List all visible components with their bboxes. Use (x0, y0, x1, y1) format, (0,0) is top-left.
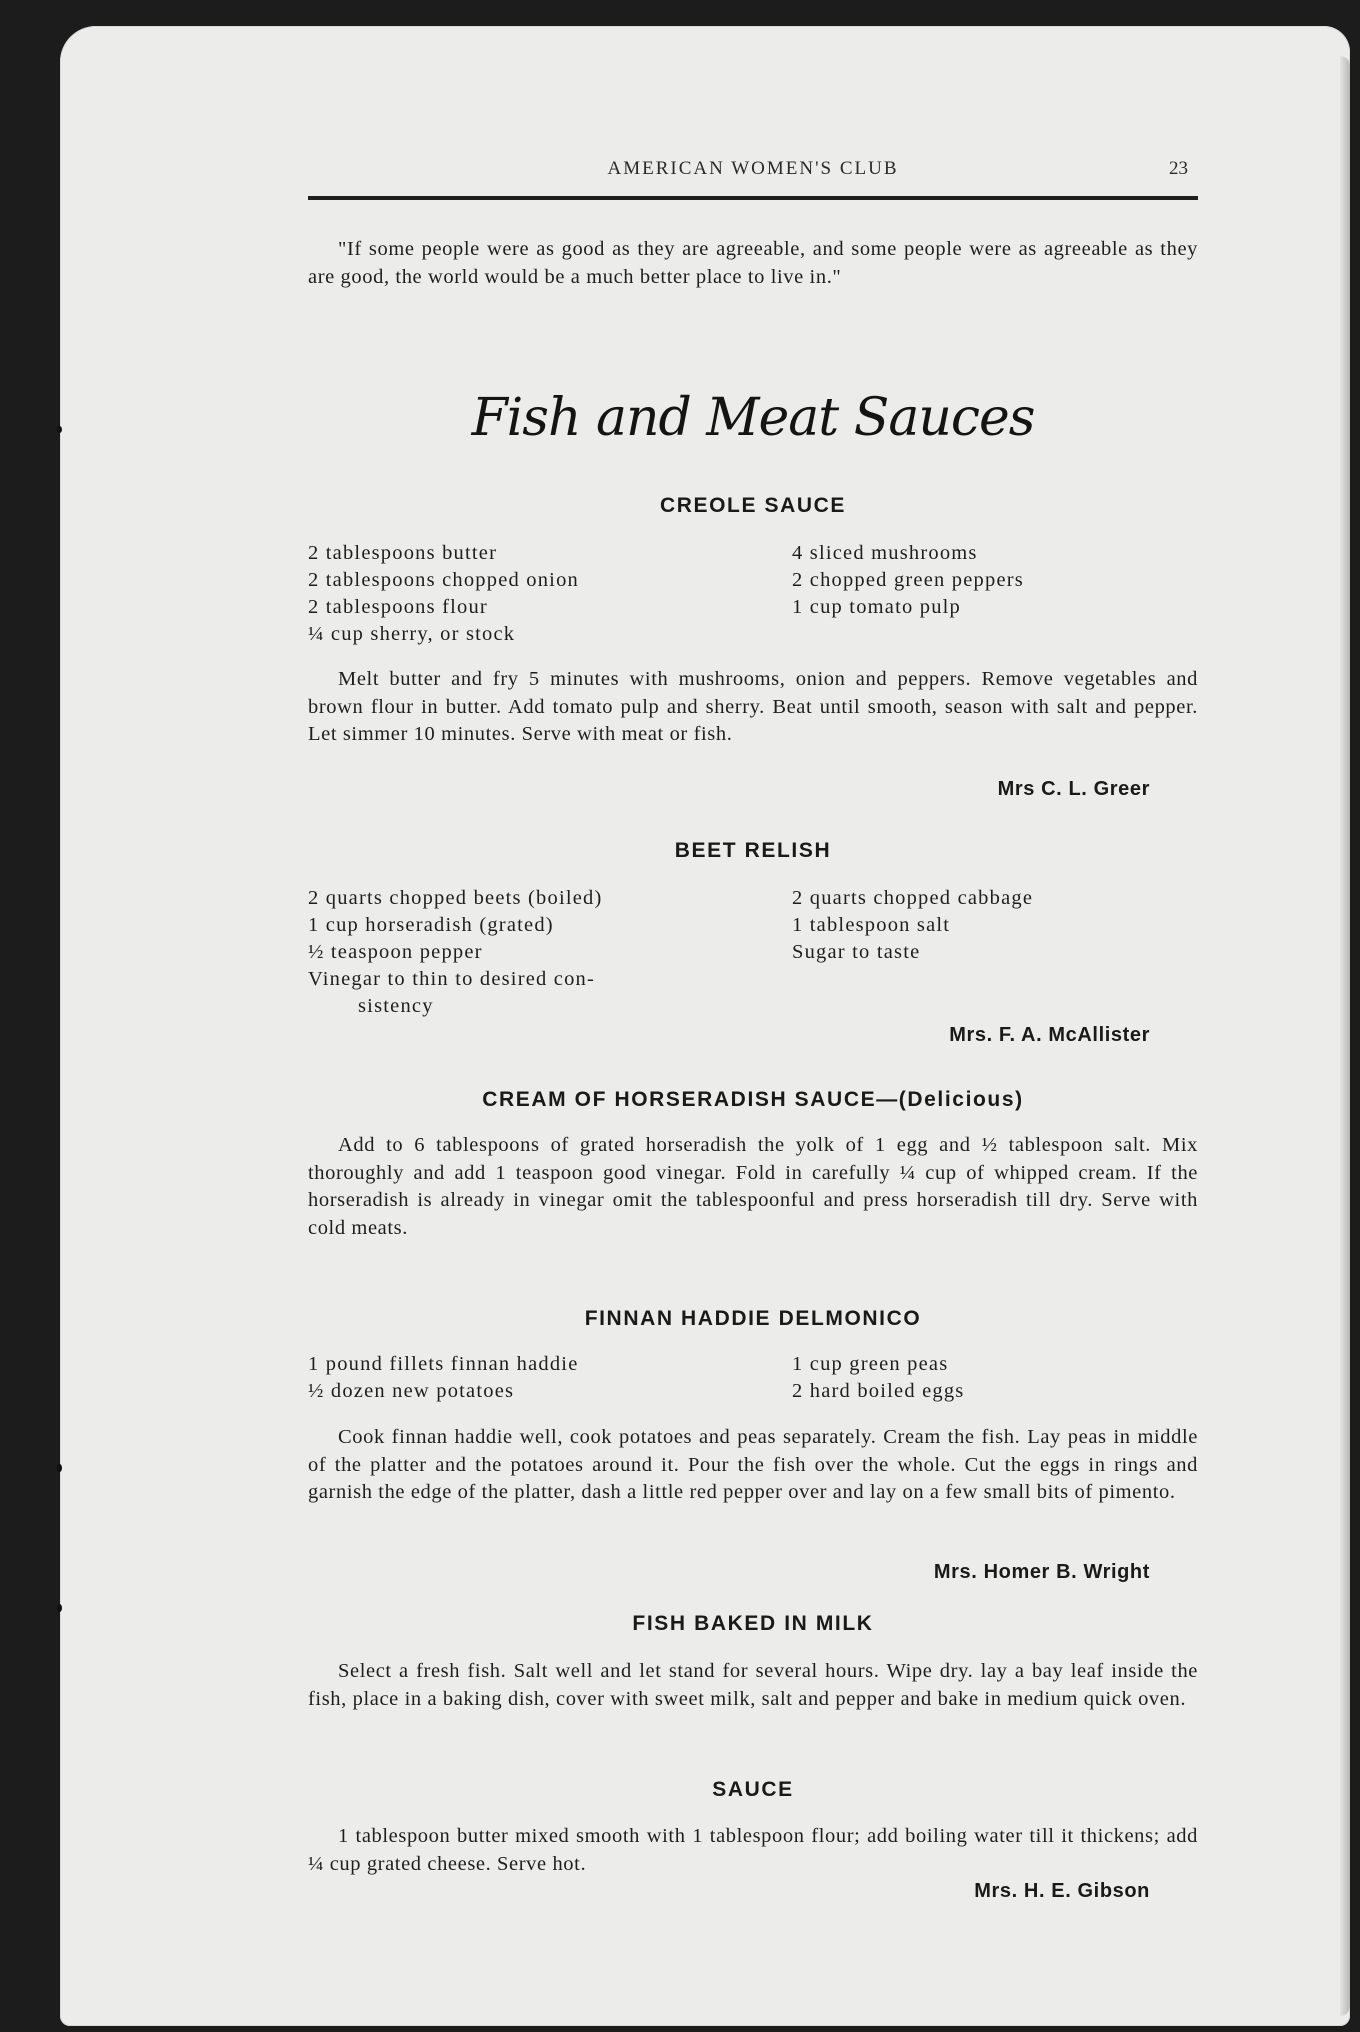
recipe-title-creole-sauce: CREOLE SAUCE (659, 494, 847, 517)
header-rule (308, 196, 1198, 200)
chapter-title: Fish and Meat Sauces (471, 388, 1035, 448)
ingredient-line: ½ dozen new potatoes (308, 1380, 515, 1402)
recipe-title-beet-relish: BEET RELISH (674, 839, 832, 862)
ingredient-column-right (792, 540, 1192, 621)
method-finnan-haddie: Cook finnan haddie well, cook potatoes and peas separately. Cream the fish. Lay peas in middle of the platter and the potatoes around it. Pour the fish over the whole. Cut the eggs in rings and garnish the edge of the platter, dash a little red pepper over and lay on a few small bits of pimento. (308, 1426, 1198, 1503)
scan-speck (57, 1604, 62, 1612)
method-creole-sauce: Melt butter and fry 5 minutes with mushrooms, onion and peppers. Remove vegetables and brown flour in butter. Add tomato pulp and sherry. Beat until smooth, season with salt and pepper. Let simmer 10 minutes. Serve with meat or fish. (308, 668, 1198, 745)
method-fish-baked-in-milk: Select a fresh fish. Salt well and let stand for several hours. Wipe dry. lay a bay leaf inside the fish, place in a baking dish, cover with sweet milk, salt and pepper and bake in medium quick oven. (308, 1660, 1198, 1710)
running-title: AMERICAN WOMEN'S CLUB (607, 158, 899, 179)
ingredient-line: 2 tablespoons chopped onion (308, 569, 579, 591)
scan-speck (57, 426, 62, 433)
recipe-title-finnan-haddie: FINNAN HADDIE DELMONICO (584, 1307, 922, 1330)
ingredient-line: 2 quarts chopped beets (boiled) (308, 887, 603, 909)
ingredient-column-left (308, 885, 738, 1020)
method-sauce: 1 tablespoon butter mixed smooth with 1 tablespoon flour; add boiling water till it thickens; add ¼ cup grated cheese. Serve hot. (308, 1825, 1198, 1875)
method-cream-of-horseradish: Add to 6 tablespoons of grated horseradish the yolk of 1 egg and ½ tablespoon salt. Mix thoroughly and add 1 teaspoon good vinegar. Fold in carefully ¼ cup of whipped cream. If the horseradish is already in vinegar omit the tablespoonful and press horseradish till dry. Serve with cold meats. (308, 1134, 1198, 1239)
ingredient-line: 2 chopped green peppers (792, 569, 1024, 591)
ingredient-line: sistency (358, 995, 434, 1017)
ingredient-line: 1 cup horseradish (grated) (308, 914, 554, 936)
book-page (60, 26, 1350, 2026)
credit-creole-sauce: Mrs C. L. Greer (997, 778, 1150, 800)
ingredient-line: 2 hard boiled eggs (792, 1380, 965, 1402)
ingredient-line: 4 sliced mushrooms (792, 542, 978, 564)
ingredient-line: 2 tablespoons butter (308, 542, 498, 564)
ingredient-line: 1 cup green peas (792, 1353, 949, 1375)
recipe-title-sauce: SAUCE (712, 1778, 794, 1801)
running-head (308, 132, 1198, 179)
ingredient-line: 1 cup tomato pulp (792, 596, 962, 618)
page-edge (1340, 56, 1350, 2016)
ingredient-column-left (308, 540, 738, 648)
credit-beet-relish: Mrs. F. A. McAllister (949, 1024, 1150, 1046)
ingredient-line: 1 tablespoon salt (792, 914, 951, 936)
ingredient-line: 2 tablespoons flour (308, 596, 488, 618)
ingredient-line: ½ teaspoon pepper (308, 941, 483, 963)
scan-speck (57, 1464, 62, 1472)
credit-sauce: Mrs. H. E. Gibson (974, 1880, 1150, 1902)
ingredient-line: 1 pound fillets finnan haddie (308, 1353, 579, 1375)
epigraph: "If some people were as good as they are agreeable, and some people were as agreeable as they are good, the world would be a much better place to live in." (308, 238, 1198, 288)
ingredient-line: ¼ cup sherry, or stock (308, 623, 516, 645)
ingredient-column-right (792, 1351, 1192, 1405)
credit-finnan-haddie: Mrs. Homer B. Wright (933, 1561, 1150, 1583)
ingredient-line: 2 quarts chopped cabbage (792, 887, 1034, 909)
recipe-title-cream-of-horseradish: CREAM OF HORSERADISH SAUCE—(Delicious) (482, 1088, 1024, 1111)
ingredient-line: Vinegar to thin to desired con- (308, 968, 596, 990)
ingredient-line: Sugar to taste (792, 941, 921, 963)
recipe-title-fish-baked-in-milk: FISH BAKED IN MILK (632, 1612, 874, 1635)
page-number: 23 (1169, 158, 1188, 179)
ingredient-column-left (308, 1351, 738, 1405)
ingredient-column-right (792, 885, 1192, 966)
